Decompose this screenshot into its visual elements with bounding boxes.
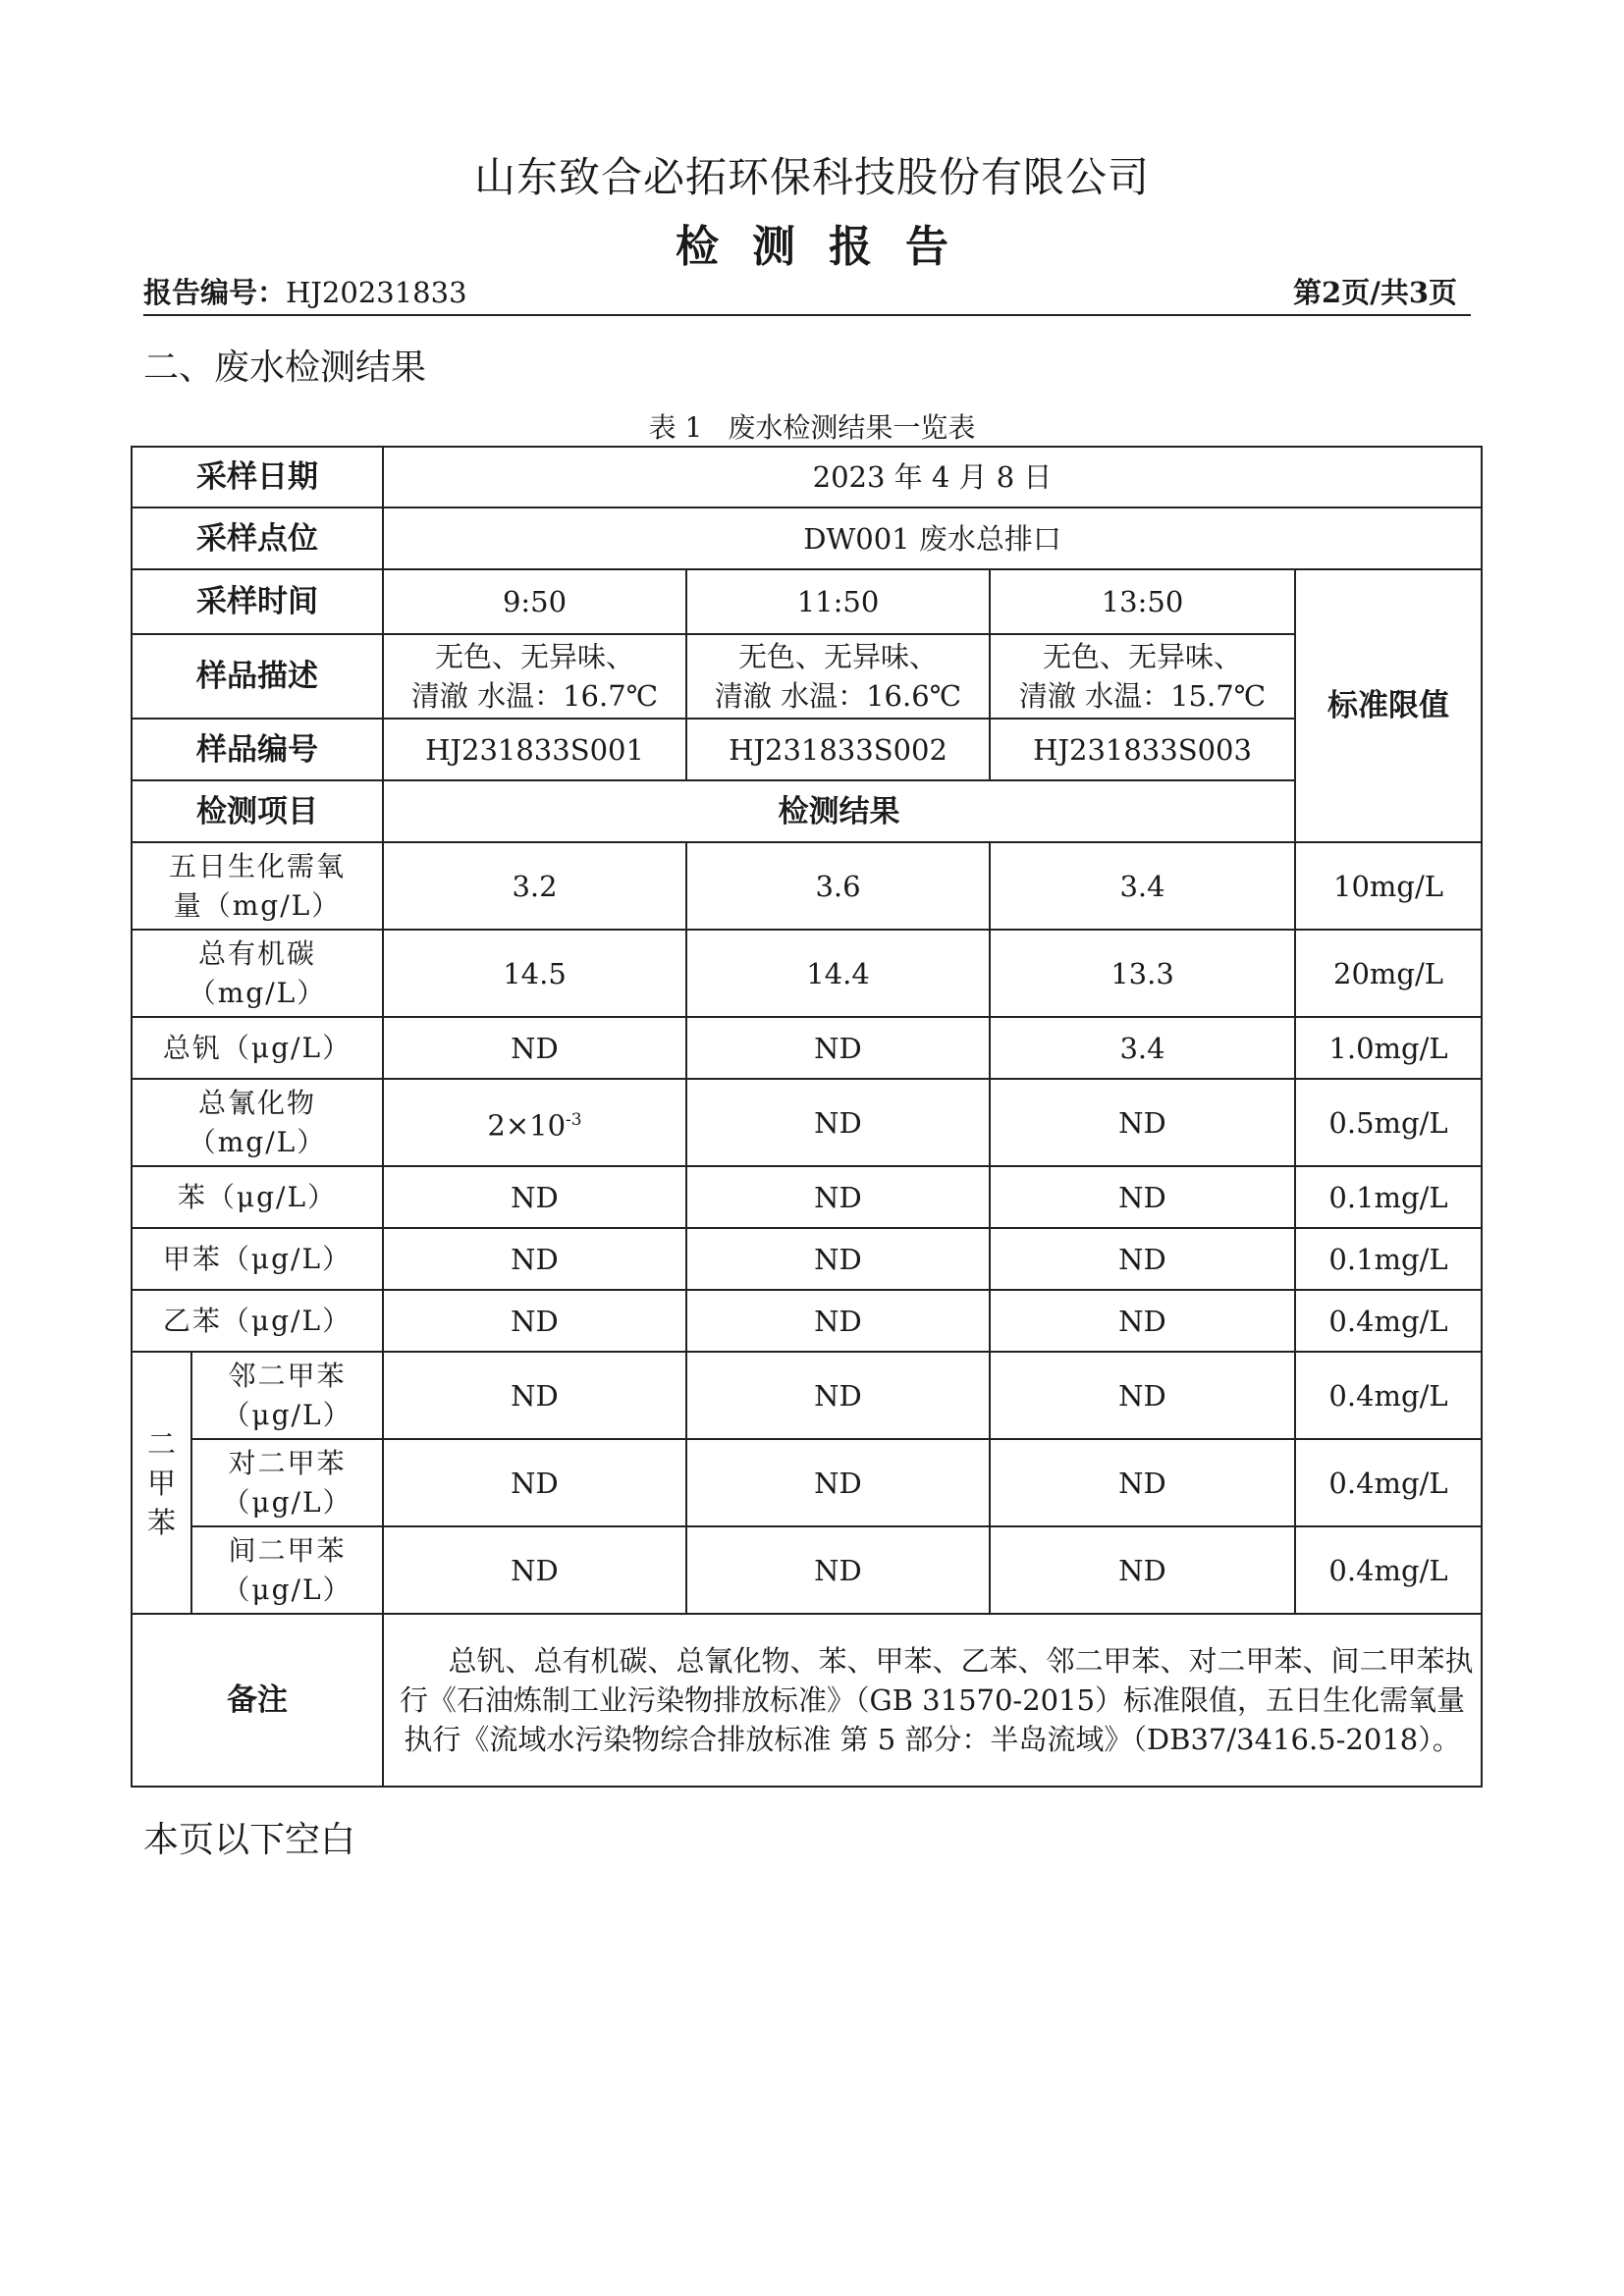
item-line: 间二甲苯	[228, 1533, 347, 1567]
sampling-time-cell: 13:50	[990, 569, 1295, 634]
result-cell: ND	[686, 1166, 990, 1228]
item-line: 总有机碳	[197, 936, 316, 970]
result-cell: 3.4	[990, 1017, 1295, 1079]
row-sampling-time	[132, 569, 1482, 634]
remarks-text: 总钒、总有机碳、总氰化物、苯、甲苯、乙苯、邻二甲苯、对二甲苯、间二甲苯执行《石油炼制工业污染物排放标准》（GB 31570-2015）标准限值，五日生化需氧量执行《流域水污染物综合排放标准 第 5 部分：半岛流域》（DB37/3416.5-2018）。	[383, 1614, 1482, 1787]
report-number-label: 报告编号：	[143, 276, 287, 309]
result-cell: ND	[383, 1017, 686, 1079]
limit-cell: 0.1mg/L	[1295, 1166, 1482, 1228]
label-sample-description: 样品描述	[132, 634, 383, 719]
result-cell: ND	[990, 1439, 1295, 1526]
item-line: （μg/L）	[222, 1573, 352, 1606]
test-item-name	[132, 1079, 383, 1166]
table-row	[132, 1290, 1482, 1352]
label-remarks: 备注	[132, 1614, 383, 1787]
description-line: 无色、无异味、	[1042, 640, 1242, 673]
item-line: 总氰化物	[197, 1086, 316, 1119]
result-cell: ND	[383, 1526, 686, 1614]
result-cell: 14.5	[383, 930, 686, 1017]
table-caption	[0, 406, 1624, 446]
sampling-time-cell: 9:50	[383, 569, 686, 634]
row-sampling-location	[132, 507, 1482, 569]
group-char: 甲	[146, 1466, 176, 1500]
limit-cell: 1.0mg/L	[1295, 1017, 1482, 1079]
limit-cell: 0.5mg/L	[1295, 1079, 1482, 1166]
sample-description-cell	[686, 634, 990, 719]
result-cell: ND	[990, 1352, 1295, 1439]
item-line: （mg/L）	[188, 1125, 327, 1158]
label-sampling-location: 采样点位	[132, 507, 383, 569]
limit-cell: 0.4mg/L	[1295, 1439, 1482, 1526]
table-caption-number: 表 1	[648, 411, 703, 444]
result-cell: 3.4	[990, 842, 1295, 930]
row-sample-number	[132, 719, 1482, 780]
blank-page-note: 本页以下空白	[143, 1820, 356, 1860]
result-cell: 3.6	[686, 842, 990, 930]
result-cell: 3.2	[383, 842, 686, 930]
value-sampling-date: 2023 年 4 月 8 日	[383, 447, 1482, 507]
page-info: 第2页/共3页	[1293, 276, 1457, 309]
result-cell: ND	[686, 1526, 990, 1614]
result-cell: 13.3	[990, 930, 1295, 1017]
value-sampling-location: DW001 废水总排口	[383, 507, 1482, 569]
description-line: 清澈 水温：16.6℃	[714, 679, 962, 713]
description-line: 清澈 水温：16.7℃	[410, 679, 659, 713]
item-line: （mg/L）	[188, 976, 327, 1009]
limit-cell: 0.4mg/L	[1295, 1290, 1482, 1352]
test-item-name	[191, 1352, 383, 1439]
sample-description-cell	[383, 634, 686, 719]
result-cell: 14.4	[686, 930, 990, 1017]
group-char: 苯	[146, 1505, 176, 1539]
test-item-name	[191, 1439, 383, 1526]
table-row	[132, 1017, 1482, 1079]
table-row	[132, 842, 1482, 930]
limit-cell: 20mg/L	[1295, 930, 1482, 1017]
label-sampling-time: 采样时间	[132, 569, 383, 634]
company-name: 山东致合必拓环保科技股份有限公司	[473, 153, 1150, 201]
item-line: （μg/L）	[222, 1485, 352, 1519]
result-cell: ND	[686, 1290, 990, 1352]
row-remarks	[132, 1614, 1482, 1787]
sampling-time-cell: 11:50	[686, 569, 990, 634]
table-caption-text: 废水检测结果一览表	[728, 411, 976, 444]
table-row	[132, 1439, 1482, 1526]
result-cell: ND	[686, 1017, 990, 1079]
result-cell: ND	[990, 1079, 1295, 1166]
report-number	[143, 271, 467, 311]
results-table	[131, 446, 1483, 1788]
result-cell: ND	[686, 1079, 990, 1166]
result-cell: ND	[686, 1228, 990, 1290]
item-line: 邻二甲苯	[228, 1359, 347, 1392]
result-cell: ND	[686, 1352, 990, 1439]
result-cell	[383, 1079, 686, 1166]
limit-cell: 10mg/L	[1295, 842, 1482, 930]
table-row	[132, 930, 1482, 1017]
label-sampling-date: 采样日期	[132, 447, 383, 507]
result-exponent: -3	[566, 1109, 582, 1130]
table-row	[132, 1352, 1482, 1439]
result-cell: ND	[990, 1290, 1295, 1352]
row-test-item-header	[132, 780, 1482, 842]
report-number-value: HJ20231833	[286, 276, 467, 309]
row-sampling-date	[132, 447, 1482, 507]
document-title: 检测报告	[676, 222, 982, 272]
test-item-name	[132, 842, 383, 930]
item-line: 量（mg/L）	[173, 888, 342, 922]
xylene-group-label	[132, 1352, 191, 1614]
result-cell: ND	[990, 1526, 1295, 1614]
item-line: 五日生化需氧	[168, 849, 346, 882]
test-item-name	[191, 1526, 383, 1614]
result-cell: ND	[990, 1166, 1295, 1228]
result-cell: ND	[686, 1439, 990, 1526]
sample-number-cell: HJ231833S001	[383, 719, 686, 780]
item-line: 对二甲苯	[228, 1446, 347, 1479]
description-line: 无色、无异味、	[434, 640, 634, 673]
sample-number-cell: HJ231833S002	[686, 719, 990, 780]
label-standard-limit: 标准限值	[1295, 569, 1482, 842]
result-cell: ND	[383, 1290, 686, 1352]
result-cell: ND	[383, 1166, 686, 1228]
limit-cell: 0.1mg/L	[1295, 1228, 1482, 1290]
table-row	[132, 1079, 1482, 1166]
label-test-item: 检测项目	[132, 780, 383, 842]
result-cell: ND	[383, 1228, 686, 1290]
item-line: （μg/L）	[222, 1398, 352, 1431]
group-char: 二	[146, 1426, 176, 1461]
limit-cell: 0.4mg/L	[1295, 1352, 1482, 1439]
sample-description-cell	[990, 634, 1295, 719]
table-row	[132, 1526, 1482, 1614]
header-divider	[143, 314, 1471, 316]
result-cell: ND	[383, 1439, 686, 1526]
test-item-name	[132, 930, 383, 1017]
row-sample-description	[132, 634, 1482, 719]
label-test-result: 检测结果	[383, 780, 1295, 842]
description-line: 无色、无异味、	[737, 640, 938, 673]
result-base: 2×10	[487, 1108, 567, 1143]
result-cell: ND	[383, 1352, 686, 1439]
limit-cell: 0.4mg/L	[1295, 1526, 1482, 1614]
test-item-name: 苯（μg/L）	[132, 1166, 383, 1228]
table-row	[132, 1228, 1482, 1290]
table-row	[132, 1166, 1482, 1228]
label-sample-number: 样品编号	[132, 719, 383, 780]
test-item-name: 乙苯（μg/L）	[132, 1290, 383, 1352]
test-item-name: 甲苯（μg/L）	[132, 1228, 383, 1290]
result-cell: ND	[990, 1228, 1295, 1290]
section-title: 二、废水检测结果	[143, 347, 427, 388]
test-item-name: 总钒（μg/L）	[132, 1017, 383, 1079]
description-line: 清澈 水温：15.7℃	[1018, 679, 1267, 713]
sample-number-cell: HJ231833S003	[990, 719, 1295, 780]
